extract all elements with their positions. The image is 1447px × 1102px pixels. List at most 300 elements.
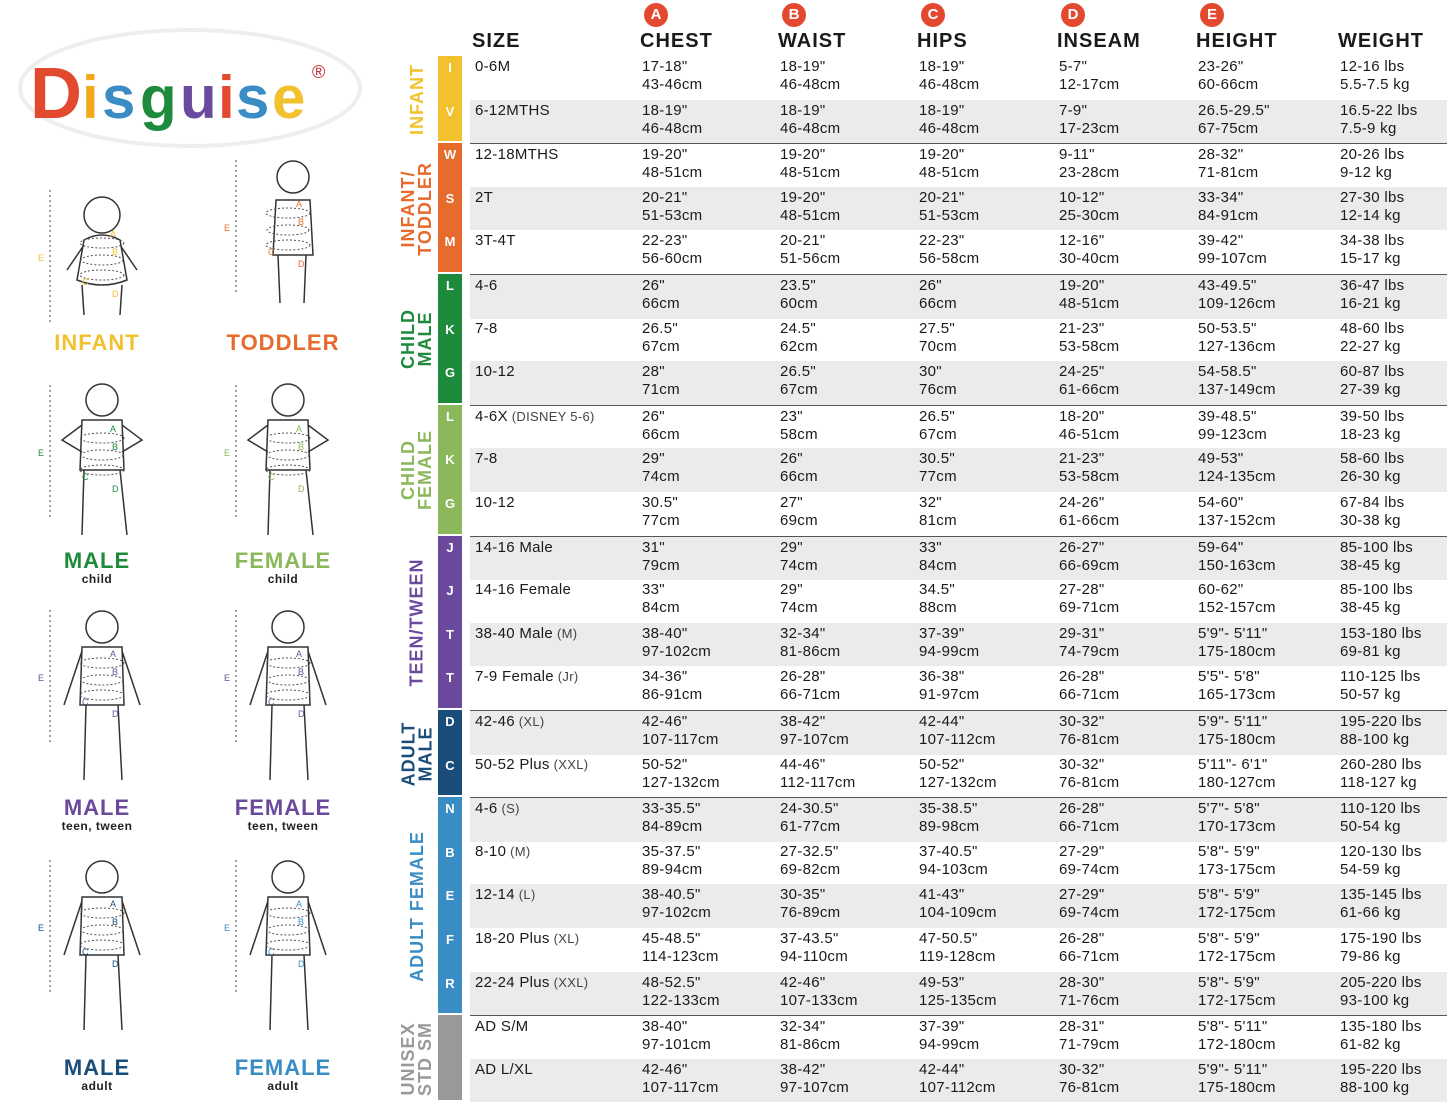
svg-text:A: A <box>110 424 117 434</box>
measurement-cell: 27-29" 69-74cm <box>1059 842 1120 878</box>
measurement-cell: 12-16" 30-40cm <box>1059 232 1120 268</box>
measurement-cell: 24.5" 62cm <box>780 319 818 355</box>
size-code: R <box>445 975 455 991</box>
measurement-cell: 26-28" 66-71cm <box>1059 930 1120 965</box>
measurement-cell: 20-21" 51-56cm <box>780 232 841 268</box>
measurement-cell: 39-50 lbs 18-23 kg <box>1340 407 1405 443</box>
figure-female <box>198 855 368 1055</box>
svg-text:C: C <box>82 697 89 707</box>
svg-text:s: s <box>236 64 270 131</box>
size-value: 2T <box>475 188 494 206</box>
measurement-cell: 5'9"- 5'11" 175-180cm <box>1198 713 1276 748</box>
column-marker-hips: C <box>921 3 945 27</box>
size-cell <box>475 146 559 164</box>
size-code: M <box>444 234 456 250</box>
table-row <box>470 230 1447 274</box>
measurement-cell: 5'8"- 5'9" 173-175cm <box>1198 842 1276 878</box>
measurement-cell: 27-29" 69-74cm <box>1059 886 1120 922</box>
table-row <box>470 361 1447 405</box>
figure-sublabel: adult <box>267 1079 299 1093</box>
size-cell <box>475 930 579 948</box>
svg-text:g: g <box>140 64 177 131</box>
measurement-cell: 30.5" 77cm <box>919 450 957 486</box>
measurement-cell: 29-31" 74-79cm <box>1059 624 1120 660</box>
measurement-cell: 33-34" 84-91cm <box>1198 188 1259 224</box>
size-cell <box>475 625 577 643</box>
size-value: 7-9 Female <box>475 668 554 686</box>
group-color-bar <box>438 1015 462 1100</box>
svg-text:C: C <box>268 947 275 957</box>
measurement-cell: 29" 74cm <box>642 450 680 486</box>
measurement-cell: 38-40" 97-102cm <box>642 624 712 660</box>
measurement-cell: 42-46" 107-117cm <box>642 1060 719 1096</box>
measurement-cell: 49-53" 125-135cm <box>919 973 997 1009</box>
size-code: C <box>445 757 455 773</box>
size-cell <box>475 886 536 904</box>
measurement-cell: 10-12" 25-30cm <box>1059 188 1120 224</box>
size-cell <box>475 102 550 120</box>
size-header: SIZE <box>472 30 521 52</box>
measurement-cell: 195-220 lbs 88-100 kg <box>1340 713 1422 748</box>
svg-text:D: D <box>112 289 119 299</box>
table-row <box>470 666 1447 710</box>
measurement-cell: 20-21" 51-53cm <box>642 188 703 224</box>
measurement-cell: 5'8"- 5'9" 172-175cm <box>1198 973 1276 1009</box>
group-label: UNISEX STD SM <box>398 1021 436 1096</box>
measurement-cell: 5-7" 12-17cm <box>1059 58 1120 93</box>
measurement-cell: 195-220 lbs 88-100 kg <box>1340 1060 1422 1096</box>
size-note: (XXL) <box>549 756 589 772</box>
measurement-cell: 7-9" 17-23cm <box>1059 101 1120 137</box>
table-row <box>470 492 1447 536</box>
measurement-cell: 33" 84cm <box>919 538 957 574</box>
measurement-cell: 135-180 lbs 61-82 kg <box>1340 1018 1422 1054</box>
measurement-cell: 27-30 lbs 12-14 kg <box>1340 188 1405 224</box>
measurement-cell: 36-38" 91-97cm <box>919 668 980 704</box>
measurement-cell: 5'8"- 5'9" 172-175cm <box>1198 930 1276 965</box>
svg-text:u: u <box>180 64 217 131</box>
size-value: AD S/M <box>475 1018 529 1036</box>
size-cell <box>475 494 515 512</box>
size-code: T <box>446 670 454 686</box>
size-cell <box>475 232 516 250</box>
measurement-cell: 20-21" 51-53cm <box>919 188 980 224</box>
measurement-cell: 5'5"- 5'8" 165-173cm <box>1198 668 1276 704</box>
size-value: 42-46 <box>475 713 515 730</box>
measurement-cell: 34-36" 86-91cm <box>642 668 703 704</box>
measurement-cell: 60-62" 152-157cm <box>1198 581 1276 617</box>
measurement-cell: 21-23" 53-58cm <box>1059 450 1120 486</box>
figure-sublabel: teen, tween <box>247 819 319 833</box>
size-cell <box>475 189 493 207</box>
measurement-cell: 33" 84cm <box>642 581 680 617</box>
size-note: (DISNEY 5-6) <box>507 408 595 424</box>
measurement-cell: 5'7"- 5'8" 170-173cm <box>1198 800 1276 836</box>
size-cell <box>475 974 588 992</box>
table-row <box>470 56 1447 100</box>
size-note: (XXL) <box>549 974 589 990</box>
svg-text:C: C <box>268 247 275 257</box>
measurement-cell: 19-20" 48-51cm <box>780 188 841 224</box>
measurement-cell: 28-30" 71-76cm <box>1059 973 1120 1009</box>
figure-label: MALE <box>63 1055 131 1080</box>
svg-text:A: A <box>296 899 303 909</box>
measurement-cell: 120-130 lbs 54-59 kg <box>1340 842 1422 878</box>
measurement-cell: 23" 58cm <box>780 407 818 443</box>
size-cell <box>475 581 571 599</box>
measurement-cell: 26.5" 67cm <box>919 407 957 443</box>
svg-text:E: E <box>224 923 231 933</box>
svg-text:s: s <box>102 64 136 131</box>
size-cell <box>475 539 553 557</box>
svg-text:C: C <box>268 472 275 482</box>
svg-text:D: D <box>298 259 305 269</box>
svg-text:B: B <box>112 442 119 452</box>
table-row <box>470 448 1447 492</box>
size-code: T <box>446 626 454 642</box>
size-note: (XL) <box>514 714 545 729</box>
column-header-chest: CHEST <box>640 30 713 52</box>
measurement-cell: 19-20" 48-51cm <box>919 146 980 182</box>
column-header-waist: WAIST <box>778 30 847 52</box>
measurement-cell: 18-19" 46-48cm <box>919 101 980 137</box>
group-label: CHILD FEMALE <box>398 430 435 511</box>
measurement-cell: 30-32" 76-81cm <box>1059 755 1120 791</box>
measurement-cell: 9-11" 23-28cm <box>1059 146 1120 182</box>
measurement-cell: 19-20" 48-51cm <box>1059 277 1120 312</box>
figure-toddler <box>198 155 368 355</box>
measurement-cell: 20-26 lbs 9-12 kg <box>1340 146 1405 182</box>
svg-text:A: A <box>296 649 303 659</box>
measurement-cell: 42-46" 107-133cm <box>780 973 858 1009</box>
figure-female <box>198 605 368 805</box>
column-marker-height: E <box>1200 3 1224 27</box>
svg-text:E: E <box>38 448 45 458</box>
figure-sublabel: child <box>81 572 113 586</box>
figure-label: TODDLER <box>226 330 340 355</box>
measurement-cell: 26" 66cm <box>642 407 680 443</box>
measurement-cell: 85-100 lbs 38-45 kg <box>1340 581 1414 617</box>
size-value: 18-20 Plus <box>475 930 550 947</box>
measurement-cell: 31" 79cm <box>642 538 680 574</box>
measurement-cell: 26.5" 67cm <box>642 319 680 355</box>
measurement-cell: 28-31" 71-79cm <box>1059 1018 1120 1054</box>
svg-text:D: D <box>112 484 119 494</box>
measurement-cell: 32-34" 81-86cm <box>780 624 841 660</box>
figure-label: MALE <box>63 795 131 820</box>
measurement-cell: 5'9"- 5'11" 175-180cm <box>1198 1060 1276 1096</box>
size-cell <box>475 1061 533 1079</box>
svg-text:E: E <box>38 673 45 683</box>
measurement-cell: 110-120 lbs 50-54 kg <box>1340 800 1421 836</box>
svg-text:B: B <box>298 442 305 452</box>
size-value: 38-40 Male <box>475 624 554 642</box>
size-value: 12-18MTHS <box>475 146 559 164</box>
size-cell <box>475 408 595 426</box>
measurement-cell: 41-43" 104-109cm <box>919 886 997 922</box>
svg-text:B: B <box>298 217 305 227</box>
table-row <box>470 274 1447 319</box>
figure-sublabel: adult <box>81 1079 113 1093</box>
size-code: K <box>445 321 455 337</box>
figure-label: INFANT <box>54 330 140 355</box>
svg-text:C: C <box>82 947 89 957</box>
svg-text:®: ® <box>312 62 326 82</box>
measurement-cell: 42-44" 107-112cm <box>919 713 996 748</box>
size-code: K <box>445 452 455 468</box>
measurement-cell: 30.5" 77cm <box>642 494 680 529</box>
size-code: G <box>444 365 456 381</box>
table-row <box>470 579 1447 623</box>
table-row <box>470 928 1447 972</box>
size-note: (Jr) <box>553 669 579 685</box>
size-code: L <box>446 278 454 293</box>
measurement-cell: 26-28" 66-71cm <box>780 668 841 704</box>
measurement-cell: 26.5-29.5" 67-75cm <box>1198 101 1270 137</box>
measurement-cell: 110-125 lbs 50-57 kg <box>1340 668 1421 704</box>
disguise-logo <box>10 18 370 158</box>
svg-text:B: B <box>298 667 305 677</box>
measurement-cell: 38-40" 97-101cm <box>642 1018 712 1054</box>
figure-label: FEMALE <box>234 795 332 820</box>
size-value: 14-16 Female <box>475 581 572 599</box>
figure-male <box>12 855 182 1055</box>
svg-text:D: D <box>30 54 82 134</box>
measurement-cell: 5'8"- 5'11" 172-180cm <box>1198 1018 1276 1054</box>
column-header-weight: WEIGHT <box>1338 30 1424 52</box>
column-header-hips: HIPS <box>917 30 968 52</box>
measurement-cell: 34.5" 88cm <box>919 581 957 617</box>
svg-text:D: D <box>298 484 305 494</box>
size-code: B <box>445 844 455 860</box>
size-code: S <box>445 190 455 206</box>
table-row <box>470 100 1447 144</box>
measurement-cell: 26" 66cm <box>780 450 818 486</box>
measurement-cell: 26-28" 66-71cm <box>1059 668 1120 704</box>
size-value: AD L/XL <box>475 1060 533 1078</box>
measurement-cell: 38-42" 97-107cm <box>780 713 850 748</box>
measurement-cell: 18-19" 46-48cm <box>919 58 980 93</box>
table-row <box>470 797 1447 842</box>
measurement-cell: 19-20" 48-51cm <box>642 146 703 182</box>
measurement-cell: 26-27" 66-69cm <box>1059 538 1120 574</box>
measurement-cell: 5'11"- 6'1" 180-127cm <box>1198 755 1276 791</box>
size-code: E <box>445 888 455 904</box>
measurement-cell: 153-180 lbs 69-81 kg <box>1340 624 1422 660</box>
measurement-cell: 35-38.5" 89-98cm <box>919 800 980 836</box>
measurement-cell: 38-40.5" 97-102cm <box>642 886 712 922</box>
size-cell <box>475 450 498 468</box>
measurement-cell: 37-39" 94-99cm <box>919 624 980 660</box>
measurement-cell: 43-49.5" 109-126cm <box>1198 277 1276 312</box>
measurement-cell: 37-40.5" 94-103cm <box>919 842 989 878</box>
svg-text:D: D <box>298 959 305 969</box>
svg-text:B: B <box>298 917 305 927</box>
measurement-cell: 30-32" 76-81cm <box>1059 1060 1120 1096</box>
size-value: 8-10 <box>475 842 507 860</box>
measurement-cell: 42-44" 107-112cm <box>919 1060 996 1096</box>
measurement-cell: 49-53" 124-135cm <box>1198 450 1276 486</box>
measurement-cell: 48-52.5" 122-133cm <box>642 973 720 1009</box>
table-row <box>470 536 1447 581</box>
size-value: 4-6 <box>475 800 498 818</box>
group-color-bar <box>438 274 462 403</box>
size-value: 50-52 Plus <box>475 755 550 773</box>
size-value: 3T-4T <box>475 232 516 250</box>
size-value: 6-12MTHS <box>475 101 550 119</box>
group-label: INFANT/ TODDLER <box>398 161 436 256</box>
measurement-cell: 67-84 lbs 30-38 kg <box>1340 494 1405 529</box>
size-cell <box>475 320 498 338</box>
measurement-cell: 85-100 lbs 38-45 kg <box>1340 538 1414 574</box>
measurement-cell: 205-220 lbs 93-100 kg <box>1340 973 1422 1009</box>
measurement-cell: 44-46" 112-117cm <box>780 755 856 791</box>
size-value: 10-12 <box>475 363 515 381</box>
measurement-cell: 27.5" 70cm <box>919 319 957 355</box>
svg-text:B: B <box>112 667 119 677</box>
figure-label: FEMALE <box>234 1055 332 1080</box>
size-value: 10-12 <box>475 494 515 511</box>
table-row <box>470 972 1447 1016</box>
measurement-cell: 39-48.5" 99-123cm <box>1198 407 1268 443</box>
measurement-cell: 175-190 lbs 79-86 kg <box>1340 930 1422 965</box>
measurement-cell: 28-32" 71-81cm <box>1198 146 1259 182</box>
measurement-cell: 18-19" 46-48cm <box>780 58 841 93</box>
group-label: CHILD MALE <box>398 309 435 370</box>
measurement-cell: 30-35" 76-89cm <box>780 886 841 922</box>
svg-text:A: A <box>110 649 117 659</box>
column-marker-waist: B <box>782 3 806 27</box>
measurement-cell: 26" 66cm <box>642 277 680 312</box>
measurement-cell: 30" 76cm <box>919 363 957 399</box>
measurement-cell: 17-18" 43-46cm <box>642 58 703 93</box>
group-label: ADULT MALE <box>398 721 435 786</box>
svg-text:C: C <box>268 697 275 707</box>
size-cell <box>475 800 520 818</box>
measurement-cell: 54-58.5" 137-149cm <box>1198 363 1276 399</box>
svg-text:A: A <box>110 229 117 239</box>
size-code: L <box>446 408 454 424</box>
measurement-cell: 23.5" 60cm <box>780 277 818 312</box>
measurement-cell: 24-30.5" 61-77cm <box>780 800 841 836</box>
measurement-cell: 34-38 lbs 15-17 kg <box>1340 232 1405 268</box>
svg-text:D: D <box>298 709 305 719</box>
size-code: J <box>446 539 454 555</box>
measurement-cell: 28" 71cm <box>642 363 680 399</box>
measurement-cell: 42-46" 107-117cm <box>642 713 719 748</box>
size-cell <box>475 756 588 774</box>
measurement-cell: 36-47 lbs 16-21 kg <box>1340 277 1405 312</box>
column-header-inseam: INSEAM <box>1057 30 1141 52</box>
size-value: 22-24 Plus <box>475 973 550 991</box>
measurement-cell: 22-23" 56-58cm <box>919 232 980 268</box>
size-value: 7-8 <box>475 319 498 337</box>
measurement-cell: 60-87 lbs 27-39 kg <box>1340 363 1405 399</box>
svg-text:E: E <box>224 448 231 458</box>
measurement-cell: 26" 66cm <box>919 277 957 312</box>
group-label: TEEN/TWEEN <box>406 558 427 687</box>
size-cell <box>475 58 510 76</box>
size-cell <box>475 668 578 686</box>
table-row <box>470 841 1447 885</box>
table-row <box>470 187 1447 231</box>
size-cell <box>475 713 545 731</box>
svg-text:i: i <box>218 64 235 131</box>
measurement-cell: 18-19" 46-48cm <box>642 101 703 137</box>
size-note: (S) <box>497 801 520 817</box>
size-cell <box>475 277 498 295</box>
measurement-cell: 32" 81cm <box>919 494 957 529</box>
measurement-cell: 18-19" 46-48cm <box>780 101 841 137</box>
svg-text:E: E <box>224 673 231 683</box>
measurement-cell: 5'8"- 5'9" 172-175cm <box>1198 886 1276 922</box>
column-header-height: HEIGHT <box>1196 30 1278 52</box>
svg-text:E: E <box>38 923 45 933</box>
table-row <box>470 884 1447 928</box>
measurement-cell: 50-52" 127-132cm <box>642 755 720 791</box>
svg-text:B: B <box>112 247 119 257</box>
size-code: J <box>446 583 454 599</box>
svg-text:C: C <box>82 472 89 482</box>
size-value: 12-14 <box>475 886 515 904</box>
group-label: ADULT FEMALE <box>406 830 427 982</box>
group-color-bar <box>438 405 462 534</box>
svg-text:e: e <box>272 64 306 131</box>
size-cell <box>475 363 515 381</box>
group-color-bar <box>438 143 462 272</box>
svg-text:A: A <box>110 899 117 909</box>
size-code: F <box>446 932 454 947</box>
measurement-cell: 26-28" 66-71cm <box>1059 800 1120 836</box>
measurement-cell: 135-145 lbs 61-66 kg <box>1340 886 1422 922</box>
measurement-cell: 37-43.5" 94-110cm <box>780 930 848 965</box>
measurement-cell: 18-20" 46-51cm <box>1059 407 1120 443</box>
measurement-cell: 50-53.5" 127-136cm <box>1198 319 1276 355</box>
figure-sublabel: teen, tween <box>61 819 133 833</box>
table-row <box>470 1059 1447 1102</box>
measurement-cell: 45-48.5" 114-123cm <box>642 930 719 965</box>
measurement-cell: 27-32.5" 69-82cm <box>780 842 841 878</box>
measurement-cell: 50-52" 127-132cm <box>919 755 997 791</box>
size-cell <box>475 843 531 861</box>
size-code: G <box>444 496 456 511</box>
size-note: (M) <box>506 843 531 859</box>
measurement-cell: 19-20" 48-51cm <box>780 146 841 182</box>
svg-text:C: C <box>82 277 89 287</box>
measurement-cell: 33-35.5" 84-89cm <box>642 800 703 836</box>
measurement-cell: 58-60 lbs 26-30 kg <box>1340 450 1405 486</box>
size-code: W <box>443 147 457 163</box>
measurement-cell: 260-280 lbs 118-127 kg <box>1340 755 1422 791</box>
column-marker-inseam: D <box>1061 3 1085 27</box>
measurement-cell: 16.5-22 lbs 7.5-9 kg <box>1340 101 1418 137</box>
measurement-cell: 27-28" 69-71cm <box>1059 581 1120 617</box>
size-value: 4-6 <box>475 277 498 294</box>
figure-label: MALE <box>63 548 131 573</box>
measurement-cell: 26.5" 67cm <box>780 363 818 399</box>
size-cell <box>475 1018 528 1036</box>
measurement-cell: 12-16 lbs 5.5-7.5 kg <box>1340 58 1410 93</box>
measurement-cell: 22-23" 56-60cm <box>642 232 703 268</box>
group-label: INFANT <box>406 64 427 136</box>
svg-text:D: D <box>112 959 119 969</box>
svg-text:E: E <box>224 223 231 233</box>
size-note: (XL) <box>549 931 580 946</box>
size-value: 14-16 Male <box>475 538 554 556</box>
svg-text:D: D <box>112 709 119 719</box>
size-code: I <box>448 60 452 75</box>
measurement-cell: 39-42" 99-107cm <box>1198 232 1268 268</box>
